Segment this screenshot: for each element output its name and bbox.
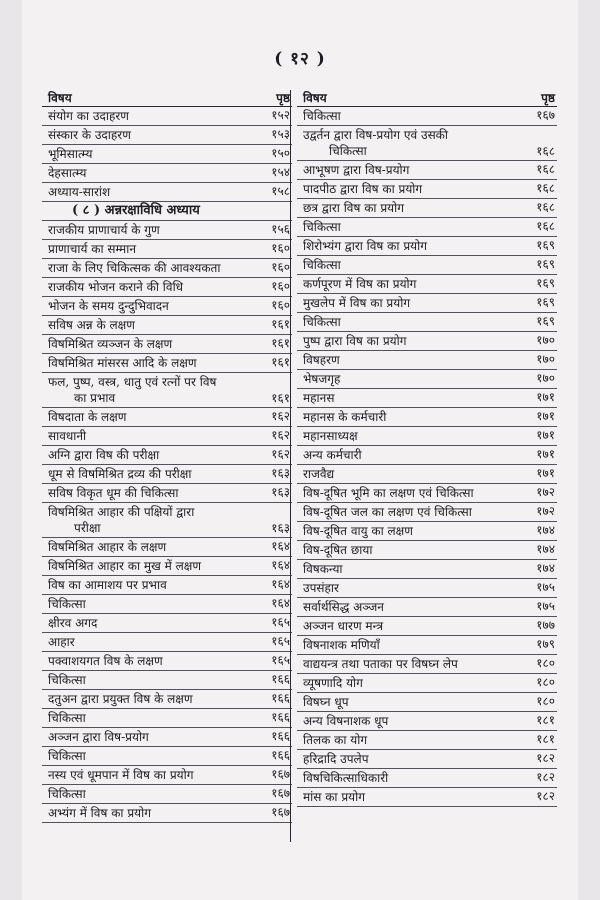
- column-header: [42, 86, 292, 107]
- contents-entry: [297, 408, 557, 427]
- entry-page-number: १७१: [536, 428, 555, 442]
- contents-list-left: [42, 107, 292, 823]
- entry-page-number: १८१: [536, 713, 555, 727]
- entry-title-continued: का प्रभाव: [74, 391, 116, 405]
- entry-title: फल, पुष्प, वस्त्र, धातु एवं रत्नों पर विष: [48, 375, 217, 389]
- entry-title: अन्य कर्मचारी: [303, 448, 362, 462]
- contents-entry: [297, 332, 557, 351]
- entry-page-number: १६१: [271, 336, 290, 350]
- book-page: [22, 0, 578, 900]
- entry-title: उद्वर्तन द्वारा विष-प्रयोग एवं उसकी: [303, 128, 449, 142]
- column-header: [297, 86, 557, 107]
- entry-title: चिकित्सा: [303, 315, 341, 329]
- entry-page-number: १५४: [271, 165, 290, 179]
- entry-title: अञ्जन द्वारा विष-प्रयोग: [48, 730, 149, 744]
- contents-entry: [297, 294, 557, 313]
- entry-page-number: १८०: [536, 675, 555, 689]
- entry-title: विषमिश्रित व्यञ्जन के लक्षण: [48, 337, 173, 351]
- entry-title: वाद्ययन्त्र तथा पताका पर विषघ्न लेप: [303, 657, 458, 671]
- entry-title: चिकित्सा: [48, 711, 86, 725]
- contents-entry: [297, 541, 557, 560]
- contents-entry: [297, 655, 557, 674]
- contents-entry: [42, 446, 292, 465]
- contents-entry: [42, 335, 292, 354]
- entry-title: संयोग का उदाहरण: [48, 109, 129, 123]
- entry-title: मुखलेप में विष का प्रयोग: [303, 296, 411, 310]
- entry-page-number: १६६: [271, 672, 290, 686]
- entry-page-number: १६५: [271, 615, 290, 629]
- entry-page-number: १६८: [536, 200, 555, 214]
- entry-page-number: १६१: [271, 391, 290, 405]
- entry-page-number: १६८: [536, 181, 555, 195]
- contents-entry: [42, 107, 292, 126]
- entry-page-number: १७०: [536, 333, 555, 347]
- page-number: ( १२ ): [274, 49, 326, 69]
- entry-title: भूमिसात्म्य: [48, 147, 93, 161]
- contents-entry: [297, 674, 557, 693]
- entry-page-number: १८१: [536, 732, 555, 746]
- entry-page-number: १७२: [536, 504, 555, 518]
- contents-entry: [297, 237, 557, 256]
- entry-page-number: १५०: [271, 146, 290, 160]
- entry-title: विषचिकित्साधिकारी: [303, 771, 389, 785]
- contents-entry: [297, 484, 557, 503]
- entry-page-number: १७७: [536, 618, 555, 632]
- header-subject: विषय: [48, 91, 72, 105]
- entry-title: विष-दूषित वायु का लक्षण: [303, 524, 413, 538]
- entry-page-number: १६८: [536, 219, 555, 233]
- contents-entry: [297, 389, 557, 408]
- entry-page-number: १६२: [271, 409, 290, 423]
- contents-column-right: [297, 86, 557, 807]
- entry-page-number: १७४: [536, 523, 555, 537]
- contents-entry: [297, 750, 557, 769]
- entry-page-number: १७०: [536, 371, 555, 385]
- entry-page-number: १६७: [271, 786, 290, 800]
- entry-title: अञ्जन धारण मन्त्र: [303, 619, 384, 633]
- entry-page-number: १६३: [271, 466, 290, 480]
- entry-title: सावधानी: [48, 429, 87, 443]
- entry-page-number: १६६: [271, 710, 290, 724]
- entry-title: अभ्यंग में विष का प्रयोग: [48, 806, 152, 820]
- contents-entry: [297, 180, 557, 199]
- contents-entry: [297, 503, 557, 522]
- entry-title: चिकित्सा: [48, 673, 86, 687]
- entry-page-number: १६४: [271, 558, 290, 572]
- contents-entry: [297, 351, 557, 370]
- contents-entry: [297, 731, 557, 750]
- contents-entry: [42, 557, 292, 576]
- contents-list-right: [297, 107, 557, 807]
- entry-page-number: १६३: [271, 485, 290, 499]
- contents-entry: [297, 522, 557, 541]
- contents-entry: [42, 728, 292, 747]
- contents-entry: [42, 316, 292, 335]
- contents-entry: [297, 579, 557, 598]
- entry-page-number: १५८: [271, 184, 290, 198]
- entry-page-number: १७१: [536, 390, 555, 404]
- entry-page-number: १६४: [271, 577, 290, 591]
- entry-page-number: १७४: [536, 561, 555, 575]
- contents-entry: [297, 218, 557, 237]
- entry-page-number: १८२: [536, 770, 555, 784]
- entry-page-number: १८०: [536, 656, 555, 670]
- contents-entry: [42, 427, 292, 446]
- entry-title: उपसंहार: [303, 581, 339, 595]
- entry-page-number: १७१: [536, 409, 555, 423]
- contents-entry: [42, 221, 292, 240]
- entry-title: शिरोभ्यंग द्वारा विष का प्रयोग: [303, 239, 427, 253]
- entry-title: चिकित्सा: [48, 597, 86, 611]
- contents-entry: [297, 446, 557, 465]
- entry-title: विष का आमाशय पर प्रभाव: [48, 578, 167, 592]
- entry-title-continued: परीक्षा: [74, 521, 101, 535]
- entry-title: विषमिश्रित आहार के लक्षण: [48, 540, 167, 554]
- entry-page-number: १६९: [536, 314, 555, 328]
- contents-entry: [42, 145, 292, 164]
- entry-page-number: १६७: [271, 805, 290, 819]
- contents-entry: [297, 465, 557, 484]
- entry-title: प्राणाचार्य का सम्मान: [48, 242, 137, 256]
- contents-entry: [42, 690, 292, 709]
- entry-title: विषकन्या: [303, 562, 343, 576]
- entry-page-number: १६४: [271, 596, 290, 610]
- contents-entry: [42, 183, 292, 202]
- entry-title: अन्य विषनाशक धूप: [303, 714, 389, 728]
- entry-title: कर्णपूरण में विष का प्रयोग: [303, 277, 417, 291]
- contents-entry: [297, 126, 557, 161]
- contents-entry: [42, 671, 292, 690]
- contents-entry: [42, 785, 292, 804]
- entry-page-number: १५६: [271, 222, 290, 236]
- contents-entry: [297, 788, 557, 807]
- header-page: पृष्ठ: [276, 91, 290, 105]
- entry-title: देहसात्म्य: [48, 166, 87, 180]
- contents-column-left: [42, 86, 292, 823]
- entry-title: राजकीय भोजन कराने की विधि: [48, 280, 184, 294]
- header-subject: विषय: [303, 91, 327, 105]
- entry-title: चिकित्सा: [303, 109, 341, 123]
- entry-page-number: १७०: [536, 352, 555, 366]
- contents-entry: [297, 636, 557, 655]
- contents-entry: [297, 199, 557, 218]
- entry-title: सविष अन्न के लक्षण: [48, 318, 135, 332]
- entry-title: अध्याय-सारांश: [48, 185, 111, 199]
- entry-title: विषघ्न धूप: [303, 695, 349, 709]
- entry-page-number: १७१: [536, 466, 555, 480]
- entry-page-number: १६१: [271, 355, 290, 369]
- contents-entry: [297, 560, 557, 579]
- entry-page-number: १६४: [271, 539, 290, 553]
- entry-page-number: १६०: [271, 241, 290, 255]
- contents-entry: [42, 408, 292, 427]
- entry-title: तिलक का योग: [303, 733, 368, 747]
- entry-title: चिकित्सा: [48, 749, 86, 763]
- entry-title: सर्वार्थसिद्ध अञ्जन: [303, 600, 384, 614]
- contents-entry: [42, 595, 292, 614]
- entry-title: मांस का प्रयोग: [303, 790, 366, 804]
- entry-title: पक्वाशयगत विष के लक्षण: [48, 654, 163, 668]
- entry-title: महानसाध्यक्ष: [303, 429, 358, 443]
- entry-title: दतुअन द्वारा प्रयुक्त विष के लक्षण: [48, 692, 193, 706]
- contents-entry: [297, 427, 557, 446]
- entry-page-number: १६०: [271, 298, 290, 312]
- entry-page-number: १६५: [271, 634, 290, 648]
- contents-entry: [42, 652, 292, 671]
- contents-entry: [297, 693, 557, 712]
- entry-title: सविष विकृत धूम की चिकित्सा: [48, 486, 179, 500]
- entry-page-number: १६२: [271, 428, 290, 442]
- entry-page-number: १६९: [536, 295, 555, 309]
- contents-entry: [42, 614, 292, 633]
- entry-page-number: १६७: [271, 767, 290, 781]
- entry-page-number: १६२: [271, 447, 290, 461]
- entry-title: व्यूषणादि योग: [303, 676, 363, 690]
- entry-title: पुष्प द्वारा विष का प्रयोग: [303, 334, 407, 348]
- contents-entry: [42, 804, 292, 823]
- entry-page-number: १६१: [271, 317, 290, 331]
- entry-page-number: १७९: [536, 637, 555, 651]
- entry-page-number: १७५: [536, 580, 555, 594]
- entry-title: छत्र द्वारा विष का प्रयोग: [303, 201, 405, 215]
- entry-title: महानस के कर्मचारी: [303, 410, 387, 424]
- contents-entry: [42, 297, 292, 316]
- contents-entry: [42, 503, 292, 538]
- contents-entry: [297, 256, 557, 275]
- contents-entry: [42, 633, 292, 652]
- contents-entry: [297, 370, 557, 389]
- contents-entry: [297, 617, 557, 636]
- entry-page-number: १७१: [536, 447, 555, 461]
- contents-entry: [297, 769, 557, 788]
- entry-title: विषमिश्रित मांसरस आदि के लक्षण: [48, 356, 197, 370]
- entry-title: चिकित्सा: [48, 787, 86, 801]
- entry-title: चिकित्सा: [303, 220, 341, 234]
- contents-entry: [42, 259, 292, 278]
- entry-page-number: १६९: [536, 276, 555, 290]
- contents-entry: [297, 712, 557, 731]
- entry-title: आहार: [48, 635, 75, 649]
- entry-title: हरिद्रादि उपलेप: [303, 752, 369, 766]
- entry-title: विषनाशक मणियाँ: [303, 638, 380, 652]
- entry-page-number: १८०: [536, 694, 555, 708]
- entry-title: राजकीय प्राणाचार्य के गुण: [48, 223, 160, 237]
- contents-entry: [42, 126, 292, 145]
- entry-title: धूम से विषमिश्रित द्रव्य की परीक्षा: [48, 467, 192, 481]
- entry-title: महानस: [303, 391, 335, 405]
- column-divider: [290, 90, 291, 842]
- section-heading: [42, 202, 292, 221]
- contents-entry: [42, 709, 292, 728]
- entry-title: विषमिश्रित आहार की पक्षियों द्वारा: [48, 505, 195, 519]
- entry-title: भोजन के समय दुन्दुभिवादन: [48, 299, 169, 313]
- entry-page-number: १८२: [536, 789, 555, 803]
- entry-title: आभूषण द्वारा विष-प्रयोग: [303, 163, 410, 177]
- entry-page-number: १६९: [536, 257, 555, 271]
- entry-title: नस्य एवं धूमपान में विष का प्रयोग: [48, 768, 194, 782]
- contents-entry: [297, 598, 557, 617]
- contents-entry: [42, 576, 292, 595]
- entry-page-number: १६८: [536, 162, 555, 176]
- entry-title: विष-दूषित छाया: [303, 543, 373, 557]
- entry-page-number: १६९: [536, 238, 555, 252]
- header-page: पृष्ठ: [541, 91, 555, 105]
- entry-title: विष-दूषित भूमि का लक्षण एवं चिकित्सा: [303, 486, 474, 500]
- entry-page-number: १८२: [536, 751, 555, 765]
- contents-entry: [42, 278, 292, 297]
- entry-page-number: १६०: [271, 260, 290, 274]
- entry-page-number: १७४: [536, 542, 555, 556]
- entry-page-number: १६६: [271, 729, 290, 743]
- contents-entry: [42, 373, 292, 408]
- contents-entry: [42, 484, 292, 503]
- contents-entry: [297, 313, 557, 332]
- entry-title: अग्नि द्वारा विष की परीक्षा: [48, 448, 160, 462]
- entry-page-number: १६८: [536, 144, 555, 158]
- entry-title: संस्कार के उदाहरण: [48, 128, 131, 142]
- entry-title: विष-दूषित जल का लक्षण एवं चिकित्सा: [303, 505, 472, 519]
- entry-page-number: १६६: [271, 691, 290, 705]
- contents-entry: [297, 107, 557, 126]
- contents-entry: [297, 275, 557, 294]
- contents-entry: [297, 161, 557, 180]
- contents-entry: [42, 354, 292, 373]
- contents-entry: [42, 766, 292, 785]
- entry-page-number: १६३: [271, 521, 290, 535]
- entry-page-number: १६५: [271, 653, 290, 667]
- entry-title: विषहरण: [303, 353, 340, 367]
- entry-page-number: १७२: [536, 485, 555, 499]
- contents-entry: [42, 164, 292, 183]
- entry-title: चिकित्सा: [303, 258, 341, 272]
- entry-title: ( ८ ) अन्नरक्षाविधि अध्याय: [72, 203, 200, 218]
- entry-title: क्षीरव अगद: [48, 616, 98, 630]
- entry-title: भेषजगृह: [303, 372, 341, 386]
- contents-entry: [42, 747, 292, 766]
- entry-title: पादपीठ द्वारा विष का प्रयोग: [303, 182, 423, 196]
- entry-title: विषमिश्रित आहार का मुख में लक्षण: [48, 559, 202, 573]
- entry-title: राजवैद्य: [303, 467, 335, 481]
- entry-title-continued: चिकित्सा: [329, 144, 367, 158]
- contents-entry: [42, 465, 292, 484]
- contents-entry: [42, 538, 292, 557]
- contents-entry: [42, 240, 292, 259]
- entry-page-number: १५३: [271, 127, 290, 141]
- entry-page-number: १५२: [271, 108, 290, 122]
- entry-page-number: १६६: [271, 748, 290, 762]
- entry-title: राजा के लिए चिकित्सक की आवश्यकता: [48, 261, 221, 275]
- entry-page-number: १६०: [271, 279, 290, 293]
- entry-title: विषदाता के लक्षण: [48, 410, 127, 424]
- entry-page-number: १७५: [536, 599, 555, 613]
- entry-page-number: १६७: [536, 108, 555, 122]
